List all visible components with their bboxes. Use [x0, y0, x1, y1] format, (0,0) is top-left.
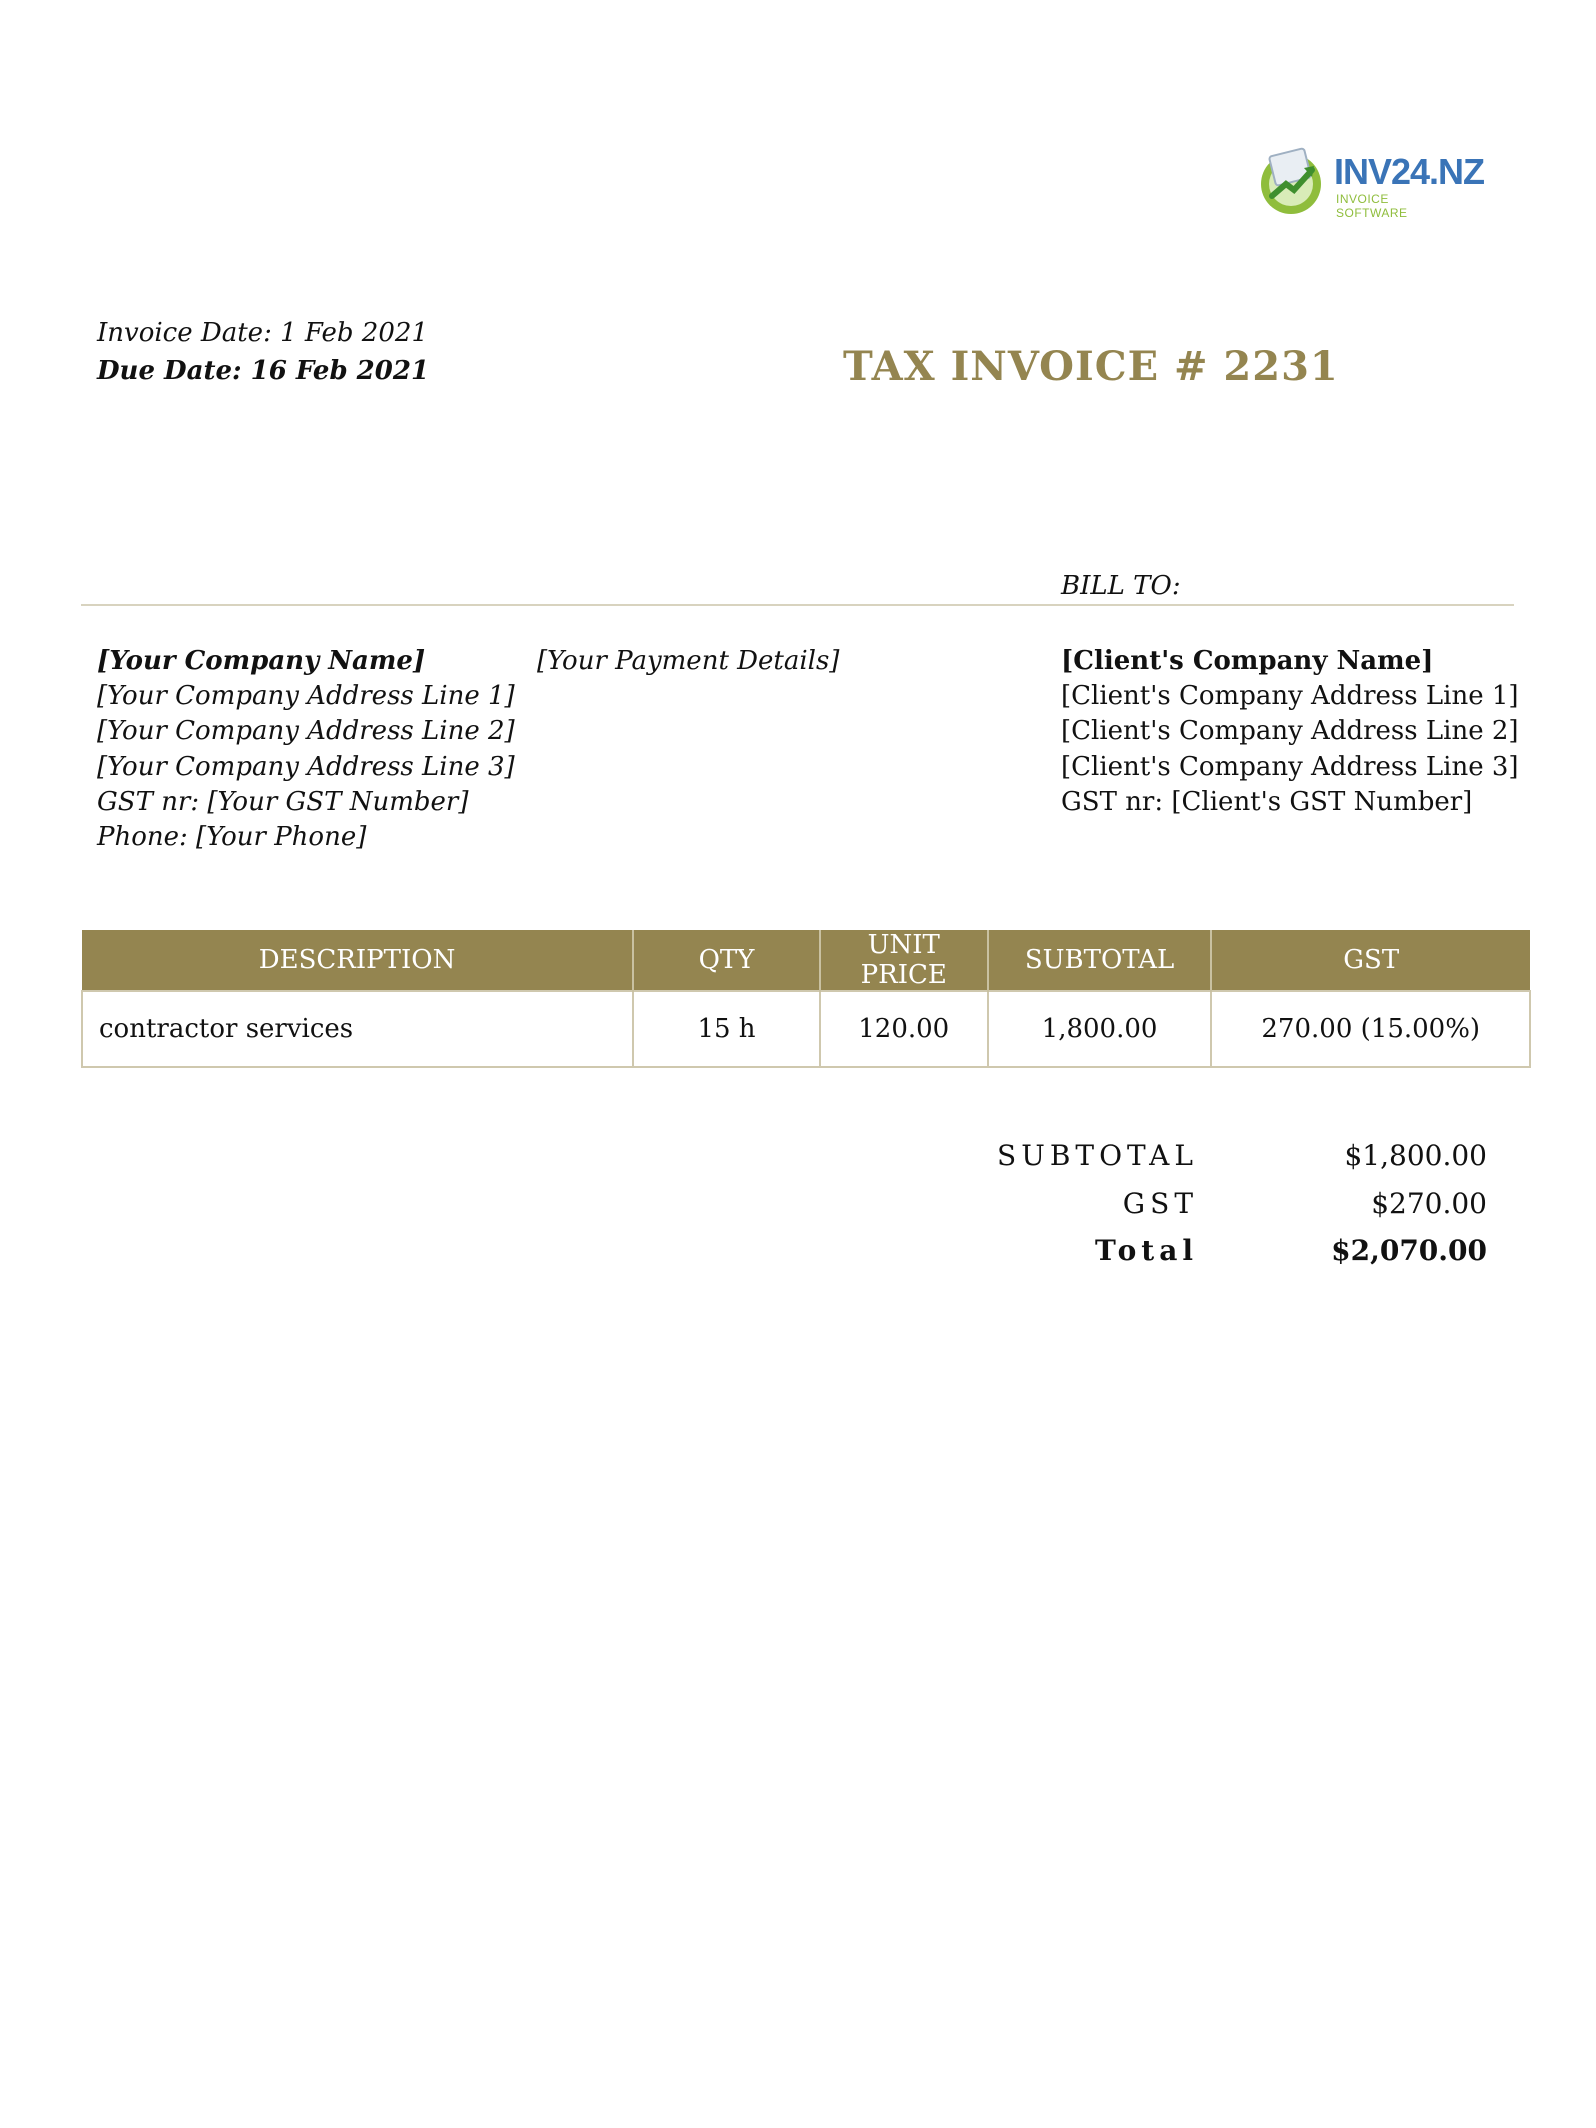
gst-label: GST [1122, 1187, 1198, 1220]
client-company: [Client's Company Name] [1061, 646, 1434, 676]
bill-to-label: BILL TO: [1061, 571, 1181, 601]
cell-subtotal: 1,800.00 [988, 991, 1212, 1067]
payment-details: [Your Payment Details] [537, 646, 840, 676]
due-date: Due Date: 16 Feb 2021 [97, 356, 430, 386]
gst-value: $270.00 [1371, 1187, 1487, 1220]
total-value: $2,070.00 [1331, 1234, 1487, 1267]
table-header-row [82, 930, 1530, 991]
logo-wordmark: INV24.NZ [1334, 151, 1485, 192]
table-row [82, 991, 1530, 1067]
cell-description: contractor services [82, 991, 633, 1067]
cell-gst: 270.00 (15.00%) [1211, 991, 1530, 1067]
client-address-1: [Client's Company Address Line 1] [1061, 681, 1519, 711]
header-qty: QTY [633, 930, 820, 991]
sender-address-3: [Your Company Address Line 3] [97, 752, 515, 782]
invoice-date: Invoice Date: 1 Feb 2021 [97, 318, 428, 348]
line-items-table [81, 930, 1531, 1068]
client-address-3: [Client's Company Address Line 3] [1061, 752, 1519, 782]
header-gst: GST [1211, 930, 1530, 991]
sender-company: [Your Company Name] [97, 646, 426, 676]
company-logo [1258, 144, 1485, 220]
invoice-title: TAX INVOICE # 2231 [843, 343, 1339, 390]
cell-unit-price: 120.00 [820, 991, 988, 1067]
client-address-2: [Client's Company Address Line 2] [1061, 716, 1519, 746]
sender-gst: GST nr: [Your GST Number] [97, 787, 469, 817]
header-description: DESCRIPTION [82, 930, 633, 991]
header-subtotal: SUBTOTAL [988, 930, 1212, 991]
total-label: Total [1094, 1234, 1198, 1267]
subtotal-label: SUBTOTAL [997, 1139, 1198, 1172]
subtotal-value: $1,800.00 [1344, 1139, 1487, 1172]
sender-address-2: [Your Company Address Line 2] [97, 716, 515, 746]
sender-phone: Phone: [Your Phone] [97, 822, 367, 852]
cell-qty: 15 h [633, 991, 820, 1067]
sender-address-1: [Your Company Address Line 1] [97, 681, 515, 711]
header-unit-price: UNIT PRICE [820, 930, 988, 991]
client-gst: GST nr: [Client's GST Number] [1061, 787, 1473, 817]
divider [81, 604, 1514, 606]
logo-icon [1258, 146, 1328, 216]
logo-tagline: INVOICE SOFTWARE [1336, 192, 1408, 220]
